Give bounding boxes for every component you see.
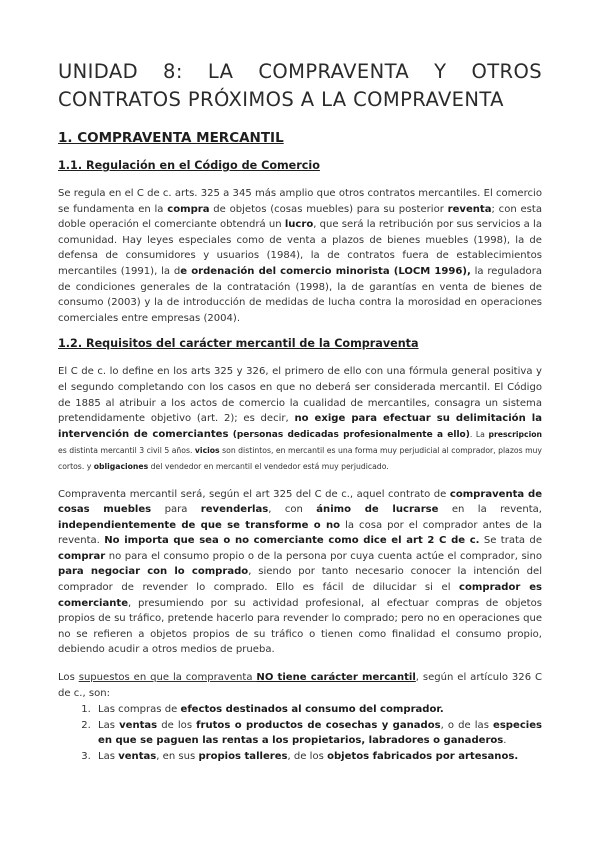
- paragraph-supuestos: Los supuestos en que la compraventa NO tiene carácter mercantil, según el artículo 326 C de c., son:: [58, 672, 543, 699]
- list-item: 2. Las ventas de los frutos o productos de cosechas y ganados, o de las especies en que se paguen las rentas a los propietarios, labradores o ganaderos.: [94, 718, 542, 749]
- list-item: 3. Las ventas, en sus propios talleres, de los objetos fabricados por artesanos.: [94, 749, 542, 765]
- page-title: UNIDAD 8: LA COMPRAVENTA Y OTROS CONTRATOS PRÓXIMOS A LA COMPRAVENTA: [58, 60, 542, 111]
- section-heading: 1. COMPRAVENTA MERCANTIL: [58, 130, 284, 146]
- list-item: 1. Las compras de efectos destinados al consumo del comprador.: [94, 702, 542, 718]
- paragraph-definicion: El C de c. lo define en los arts 325 y 326, el primero de ello con una fórmula general positiva y el segundo completando con los casos en que no deberá ser considerada mercantil. El Código de 1885 al atribuir a los actos de comercio la cualidad de mercantiles, consagra un sistema pretendidamente objetivo (art. 2); es decir, no exige para efectuar su delimitación la intervención de comerciantes (personas dedicadas profesionalmente a ello). La prescripcion es distinta mercantil 3 civil 5 años. vicios son distintos, en mercantil es una forma muy perjudicial al comprador, plazos muy cortos. y obligaciones del vendedor en mercantil el vendedor está muy perjudicado.: [58, 366, 542, 471]
- supuestos-list: [58, 702, 542, 764]
- subsection-heading-regulacion: 1.1. Regulación en el Código de Comercio: [58, 159, 320, 172]
- subsection-heading-requisitos: 1.2. Requisitos del carácter mercantil de la Compraventa: [58, 337, 419, 351]
- document-content: [58, 58, 542, 765]
- paragraph-compraventa-mercantil: Compraventa mercantil será, según el art 325 del C de c., aquel contrato de compraventa de cosas muebles para revenderlas, con ánimo de lucrarse en la reventa, independientemente de que se transforme o no la cosa por el comprador antes de la reventa. No importa que sea o no comerciante como dice el art 2 C de c. Se trata de comprar no para el consumo propio o de la persona por cuya cuenta actúe el comprador, sino para negociar con lo comprado, siendo por tanto necesario conocer la intención del comprador de revender lo comprado. Ello es fácil de dilucidar si el comprador es comerciante, presumiendo por su actividad profesional, al efectuar compras de objetos propios de su tráfico, pretende hacerlo para revender lo comprado; pero no en operaciones que no se refieren a objetos propios de su tráfico o tienen como finalidad el consumo propio, debiendo acudir a otros medios de prueba.: [58, 488, 543, 656]
- paragraph-regulacion: Se regula en el C de c. arts. 325 a 345 más amplio que otros contratos mercantiles. El comercio se fundamenta en la compra de objetos (cosas muebles) para su posterior reventa; con esta doble operación el comerciante obtendrá un lucro, que será la retribución por sus servicios a la comunidad. Hay leyes especiales como de venta a plazos de bienes muebles (1998), la de defensa de consumidores y usuarios (1984), la de contratos fuera de establecimientos mercantiles (1991), la de ordenación del comercio minorista (LOCM 1996), la reguladora de condiciones generales de la contratación (1998), la de garantías en venta de bienes de consumo (2003) y la de introducción de medidas de lucha contra la morosidad en operaciones comerciales entre empresas (2004).: [58, 188, 542, 324]
